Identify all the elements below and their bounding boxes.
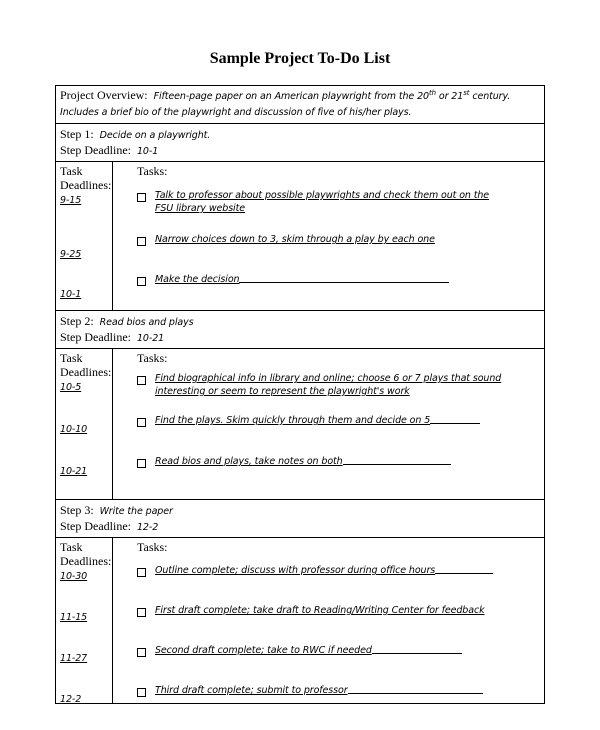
task-item	[137, 684, 544, 697]
tasks-column	[113, 162, 544, 310]
step-3-body	[56, 538, 544, 703]
task-item	[137, 604, 544, 617]
fill-line	[435, 564, 493, 574]
task-checkbox[interactable]	[137, 418, 146, 427]
step-2-label: Step 2:	[60, 314, 94, 328]
task-deadline: 10-30	[60, 571, 88, 582]
tasks-label: Tasks:	[137, 351, 168, 365]
task-deadline: 12-2	[60, 694, 82, 705]
task-text: Find biographical info in library and online; choose 6 or 7 plays that sound interesting or seem to represent the playwright's work	[155, 373, 502, 397]
task-deadline: 10-5	[60, 382, 82, 393]
task-item	[137, 273, 544, 286]
task-checkbox[interactable]	[137, 459, 146, 468]
step-2-deadline-label: Step Deadline:	[60, 330, 131, 344]
fill-line	[343, 455, 451, 465]
overview-label: Project Overview:	[60, 88, 148, 102]
task-item	[137, 414, 544, 427]
step-3-label: Step 3:	[60, 503, 94, 517]
fill-line	[239, 273, 449, 283]
task-checkbox[interactable]	[137, 648, 146, 657]
step-1-body	[56, 162, 544, 311]
task-deadline: 10-10	[60, 424, 88, 435]
task-item	[137, 564, 544, 577]
tasks-column	[113, 538, 544, 703]
fill-line	[430, 414, 480, 424]
step-1-label: Step 1:	[60, 127, 94, 141]
step-2-header	[56, 311, 544, 349]
task-deadlines-label: Task Deadlines:	[60, 540, 112, 568]
task-checkbox[interactable]	[137, 193, 146, 202]
overview-text: Fifteen-page paper on an American playwright from the 20th or 21st century. Includes a brief bio of the playwright and discussion of five of his/her plays.	[60, 88, 511, 118]
task-checkbox[interactable]	[137, 376, 146, 385]
step-1-deadline: 10-1	[136, 146, 159, 157]
step-1-header	[56, 124, 544, 162]
task-text: Narrow choices down to 3, skim through a play by each one	[155, 234, 435, 245]
step-3-description: Write the paper	[99, 506, 173, 517]
tasks-column	[113, 349, 544, 499]
project-overview	[56, 86, 544, 124]
task-text: First draft complete; take draft to Reading/Writing Center for feedback	[155, 605, 485, 616]
task-text: Make the decision	[155, 274, 240, 285]
step-2-deadline: 10-21	[136, 333, 165, 344]
tasks-label: Tasks:	[137, 164, 168, 178]
task-text: Second draft complete; take to RWC if needed	[155, 645, 372, 656]
task-deadline: 9-25	[60, 249, 82, 260]
task-checkbox[interactable]	[137, 277, 146, 286]
task-item	[137, 189, 544, 215]
task-deadlines-column	[56, 538, 113, 703]
task-deadlines-label: Task Deadlines:	[60, 164, 112, 192]
task-deadlines-label: Task Deadlines:	[60, 351, 112, 379]
task-item	[137, 455, 544, 468]
task-item	[137, 644, 544, 657]
task-item	[137, 233, 544, 246]
step-3-header	[56, 500, 544, 538]
fill-line	[372, 644, 462, 654]
task-deadline: 9-15	[60, 195, 82, 206]
step-2-description: Read bios and plays	[99, 317, 194, 328]
task-text: Talk to professor about possible playwrights and check them out on the FSU library website	[155, 190, 490, 214]
task-checkbox[interactable]	[137, 608, 146, 617]
task-deadlines-column	[56, 349, 113, 499]
page-title: Sample Project To-Do List	[209, 50, 391, 67]
fill-line	[348, 684, 483, 694]
task-text: Outline complete; discuss with professor during office hours	[155, 565, 436, 576]
task-text: Third draft complete; submit to professor	[155, 685, 348, 696]
task-deadlines-column	[56, 162, 113, 310]
task-item	[137, 372, 544, 398]
step-3-deadline-label: Step Deadline:	[60, 519, 131, 533]
step-1-deadline-label: Step Deadline:	[60, 143, 131, 157]
step-3-deadline: 12-2	[136, 522, 159, 533]
task-checkbox[interactable]	[137, 568, 146, 577]
task-text: Read bios and plays, take notes on both	[155, 456, 343, 467]
task-deadline: 11-15	[60, 612, 88, 623]
task-checkbox[interactable]	[137, 688, 146, 697]
todo-table	[55, 85, 545, 704]
tasks-label: Tasks:	[137, 540, 168, 554]
task-deadline: 10-21	[60, 466, 88, 477]
step-2-body	[56, 349, 544, 500]
task-checkbox[interactable]	[137, 237, 146, 246]
task-deadline: 11-27	[60, 653, 88, 664]
task-text: Find the plays. Skim quickly through them and decide on 5	[155, 415, 431, 426]
step-1-description: Decide on a playwright.	[99, 130, 211, 141]
task-deadline: 10-1	[60, 289, 82, 300]
